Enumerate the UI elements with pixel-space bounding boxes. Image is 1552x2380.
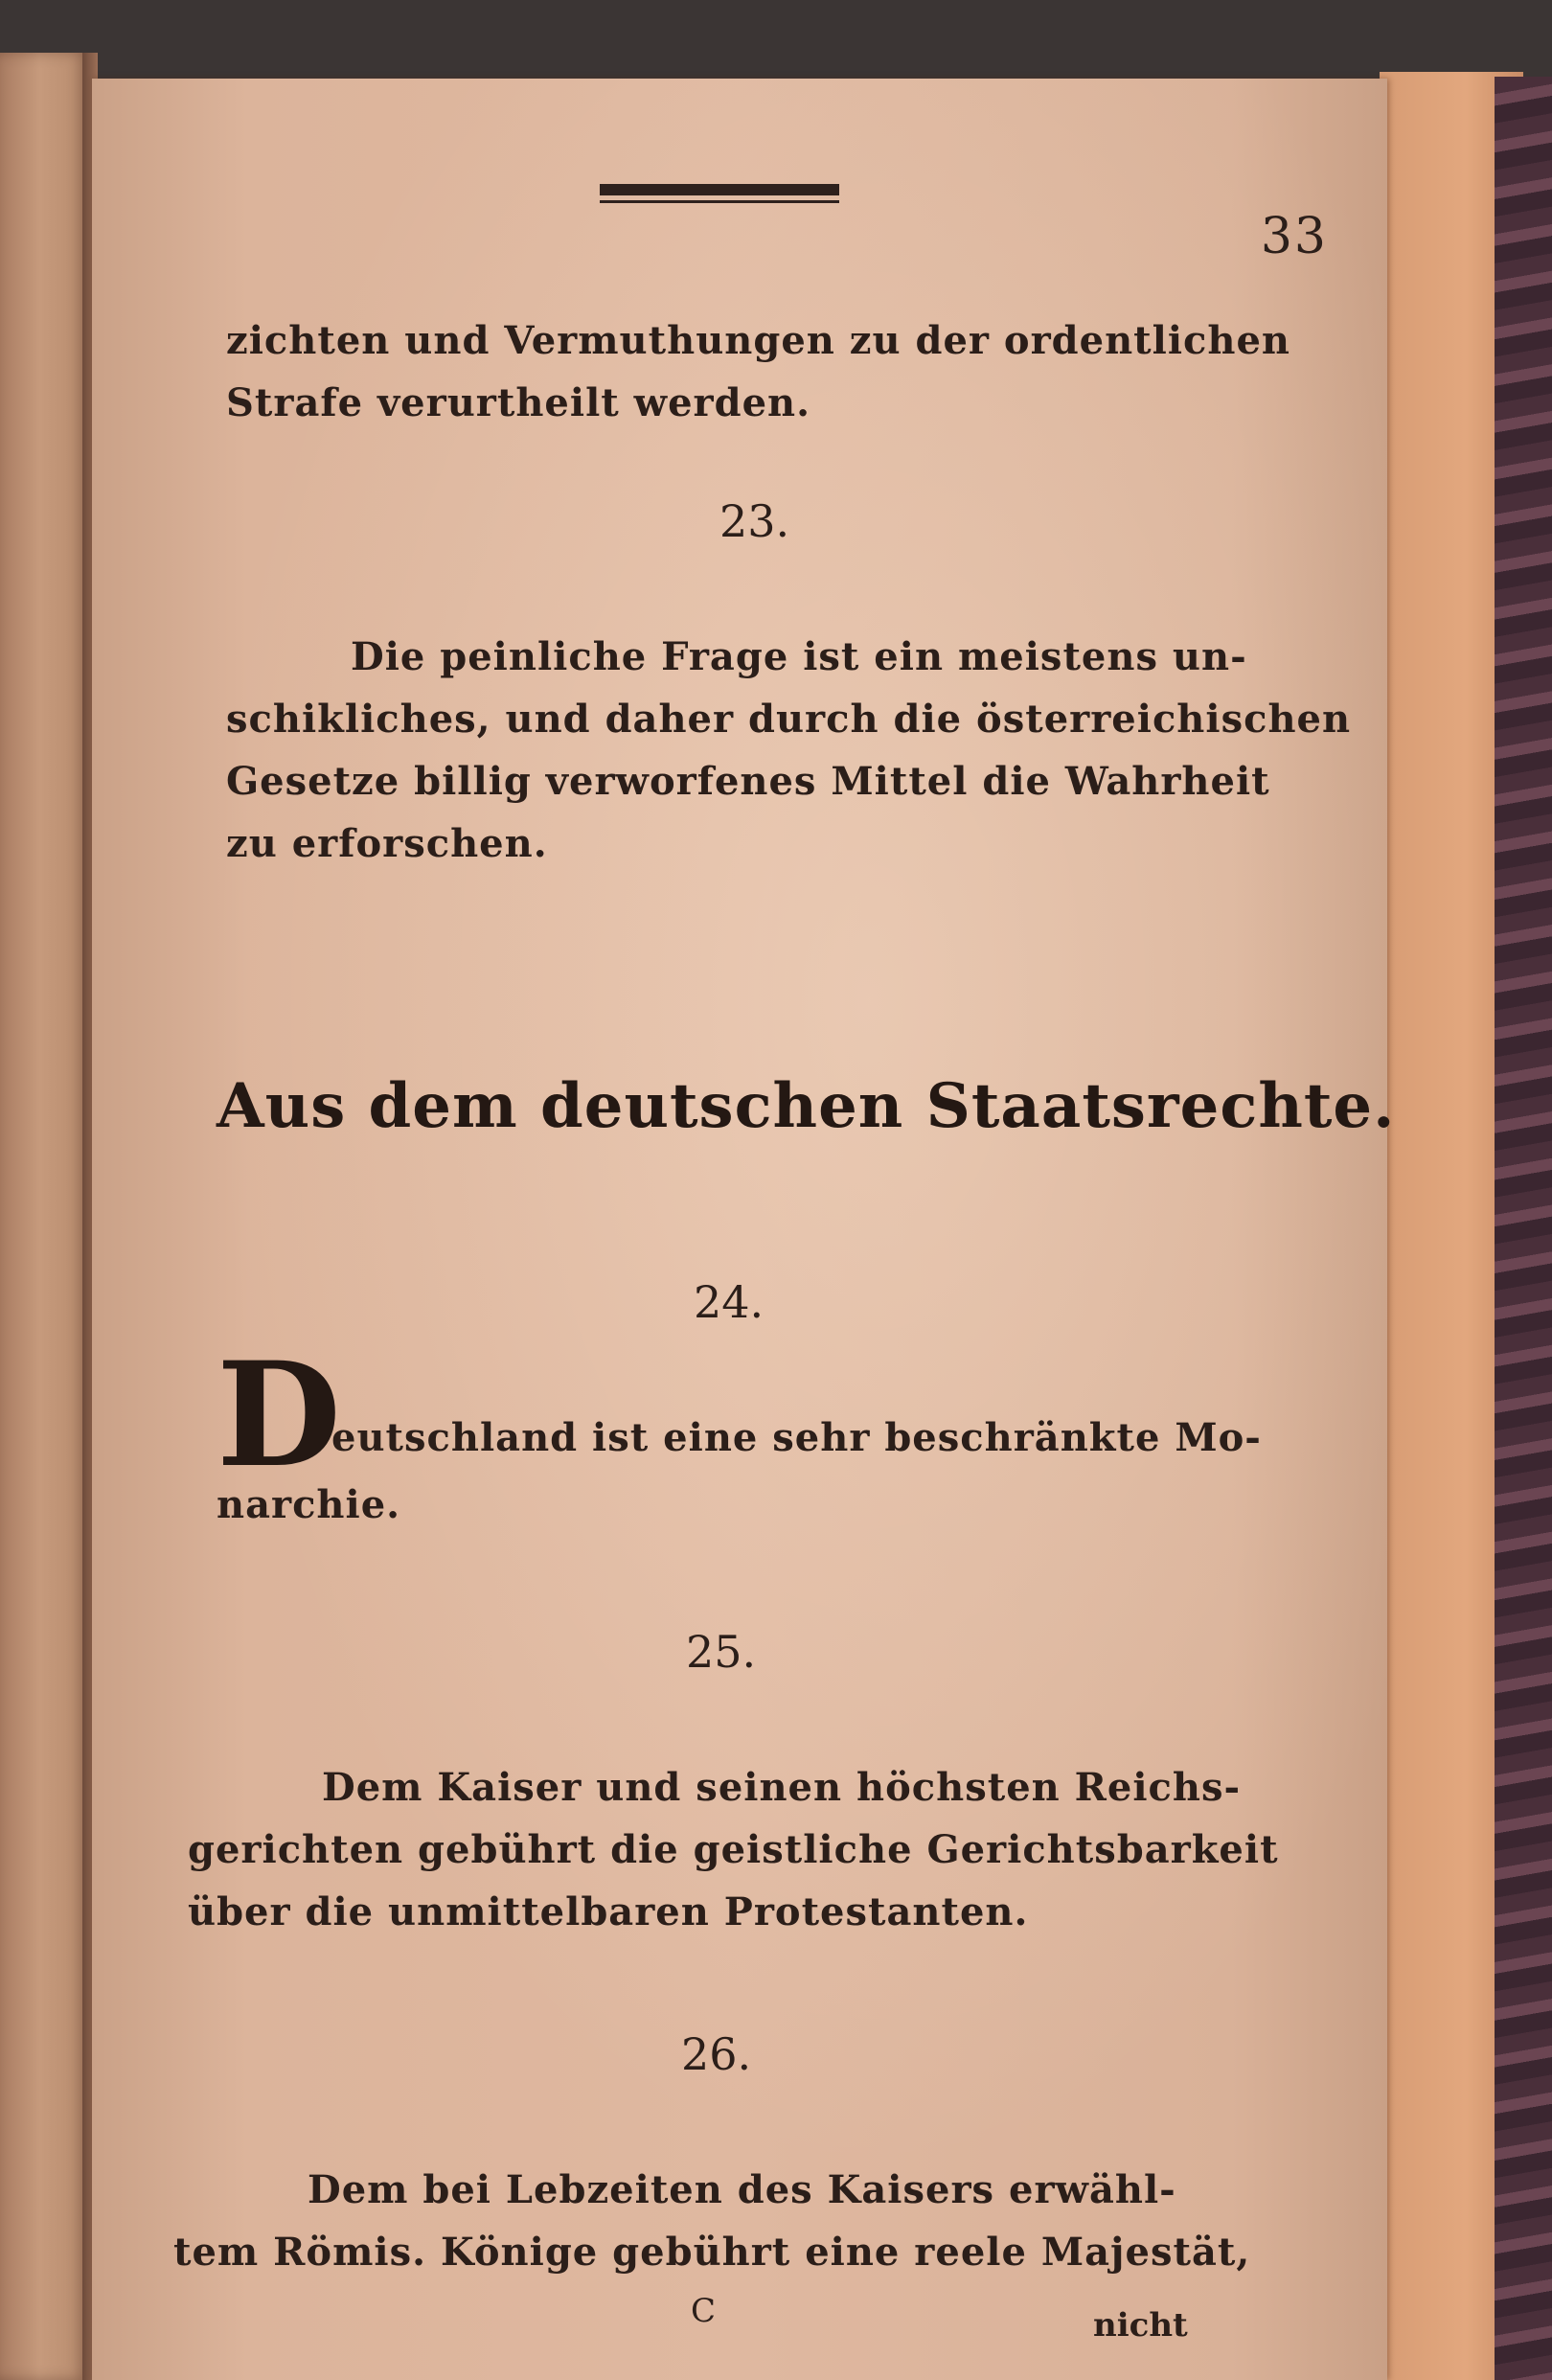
text-line: gerichten gebührt die geistliche Gerichtsbarkeit (188, 1827, 1279, 1872)
section-heading: Aus dem deutschen Staatsrechte. (217, 1070, 1396, 1142)
catchword: nicht (1093, 2306, 1188, 2345)
drop-cap-letter: D (217, 1331, 342, 1499)
text-line: zu erforschen. (226, 821, 548, 866)
section-number: 24. (694, 1276, 765, 1328)
text-line: Dem bei Lebzeiten des Kaisers erwähl- (308, 2167, 1176, 2212)
text-line: Strafe verurtheilt werden. (226, 380, 811, 425)
text-line: über die unmittelbaren Protestanten. (188, 1889, 1029, 1934)
text-line: eutschland ist eine sehr beschränkte Mo- (331, 1415, 1262, 1460)
marbled-cover-edge (1495, 77, 1552, 2380)
text-line: narchie. (217, 1482, 401, 1527)
text-line: tem Römis. Könige gebührt eine reele Majestät, (173, 2230, 1251, 2275)
text-line: Dem Kaiser und seinen höchsten Reichs- (322, 1765, 1242, 1810)
signature-mark: C (691, 2292, 717, 2330)
header-rule (600, 184, 839, 203)
section-number: 23. (719, 495, 790, 547)
text-line: schikliches, und daher durch die österreichischen (226, 697, 1352, 742)
text-line: Gesetze billig verworfenes Mittel die Wahrheit (226, 759, 1270, 804)
left-page-edge (0, 53, 88, 2380)
book-page (92, 79, 1396, 2380)
section-number: 26. (681, 2028, 752, 2080)
page-number: 33 (1260, 208, 1328, 265)
text-line: zichten und Vermuthungen zu der ordentlichen (226, 318, 1291, 363)
section-number: 25. (686, 1626, 757, 1678)
text-line: Die peinliche Frage ist ein meistens un- (351, 634, 1247, 679)
